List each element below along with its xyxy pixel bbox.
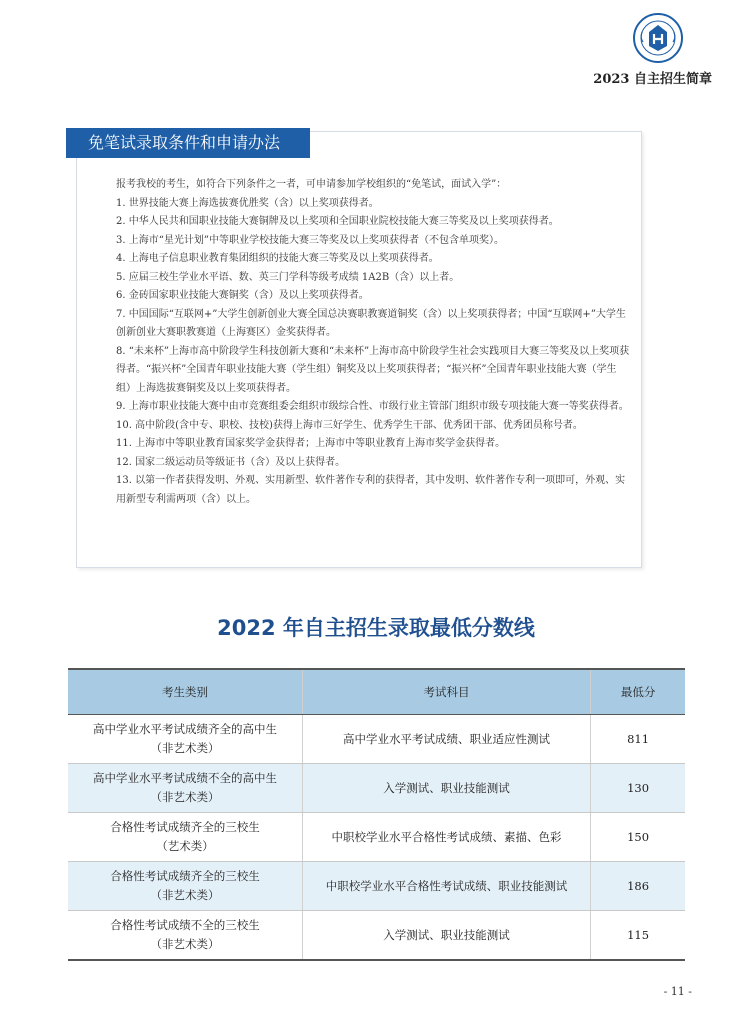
subjects-cell: 入学测试、职业技能测试	[302, 764, 590, 813]
condition-item: 11. 上海市中等职业教育国家奖学金获得者；上海市中等职业教育上海市奖学金获得者。	[116, 438, 506, 449]
subjects-cell: 中职校学业水平合格性考试成绩、职业技能测试	[302, 862, 590, 911]
table-row	[68, 911, 685, 961]
condition-item: 9. 上海市职业技能大赛中由市竞赛组委会组织市级综合性、市级行业主管部门组织市级专项技能大赛一等奖获得者。	[116, 401, 629, 412]
column-header-score: 最低分	[591, 669, 685, 715]
score-cell: 186	[591, 862, 685, 911]
category-cell: 合格性考试成绩齐全的三校生 （非艺术类）	[68, 862, 302, 911]
minimum-score-table	[68, 668, 685, 961]
condition-item: 10. 高中阶段(含中专、职校、技校)获得上海市三好学生、优秀学生干部、优秀团干部、优秀团员称号者。	[116, 419, 583, 431]
category-cell: 合格性考试成绩齐全的三校生 （艺术类）	[68, 813, 302, 862]
column-header-category: 考生类别	[68, 669, 302, 715]
school-emblem-icon	[632, 12, 684, 64]
score-cell: 811	[591, 715, 685, 764]
subjects-cell: 入学测试、职业技能测试	[302, 911, 590, 961]
score-cell: 130	[591, 764, 685, 813]
brochure-title: 2023 自主招生简章	[593, 72, 712, 87]
column-header-subjects: 考试科目	[302, 669, 590, 715]
score-cell: 150	[591, 813, 685, 862]
condition-item: 13. 以第一作者获得发明、外观、实用新型、软件著作专利的获得者，其中发明、软件著作专利一项即可，外观、实用新型专利需两项（含）以上。	[116, 475, 626, 505]
condition-item: 7. 中国国际“互联网+”大学生创新创业大赛全国总决赛职教赛道铜奖（含）以上奖项获得者；中国“互联网+”大学生创新创业大赛职教赛道（上海赛区）金奖获得者。	[116, 308, 626, 338]
conditions-intro: 报考我校的考生，如符合下列条件之一者，可申请参加学校组织的“免笔试，面试入学”：	[116, 179, 507, 190]
condition-item: 4. 上海电子信息职业教育集团组织的技能大赛三等奖及以上奖项获得者。	[116, 253, 439, 264]
category-cell: 高中学业水平考试成绩不全的高中生 （非艺术类）	[68, 764, 302, 813]
page-number: - 11 -	[663, 985, 692, 998]
score-table-title: 2022 年自主招生录取最低分数线	[217, 616, 535, 640]
subjects-cell: 中职校学业水平合格性考试成绩、素描、色彩	[302, 813, 590, 862]
category-cell: 高中学业水平考试成绩齐全的高中生 （非艺术类）	[68, 715, 302, 764]
table-row	[68, 764, 685, 813]
condition-item: 12. 国家二级运动员等级证书（含）及以上获得者。	[116, 456, 346, 468]
condition-item: 8. “未来杯”上海市高中阶段学生科技创新大赛和“未来杯”上海市高中阶段学生社会实践项目大赛三等奖及以上奖项获得者。“振兴杯”全国青年职业技能大赛（学生组）铜奖及以上奖项获得者；“振兴杯”全国青年职业技能大赛（学生组）上海选拔赛铜奖及以上奖项获得者。	[116, 345, 630, 394]
category-cell: 合格性考试成绩不全的三校生 （非艺术类）	[68, 911, 302, 961]
table-row	[68, 715, 685, 764]
condition-item: 3. 上海市“星光计划”中等职业学校技能大赛三等奖及以上奖项获得者（不包含单项奖）。	[116, 234, 504, 246]
subjects-cell: 高中学业水平考试成绩、职业适应性测试	[302, 715, 590, 764]
condition-item: 1. 世界技能大赛上海选拔赛优胜奖（含）以上奖项获得者。	[116, 197, 379, 209]
table-header-row	[68, 669, 685, 715]
condition-item: 6. 金砖国家职业技能大赛铜奖（含）及以上奖项获得者。	[116, 290, 369, 301]
table-row	[68, 813, 685, 862]
condition-item: 5. 应届三校生学业水平语、数、英三门学科等级考成绩 1A2B（含）以上者。	[116, 271, 460, 283]
table-row	[68, 862, 685, 911]
condition-item: 2. 中华人民共和国职业技能大赛铜牌及以上奖项和全国职业院校技能大赛三等奖及以上奖项获得者。	[116, 216, 559, 227]
conditions-list	[116, 176, 630, 509]
section-heading: 免笔试录取条件和申请办法	[66, 128, 310, 158]
score-cell: 115	[591, 911, 685, 961]
